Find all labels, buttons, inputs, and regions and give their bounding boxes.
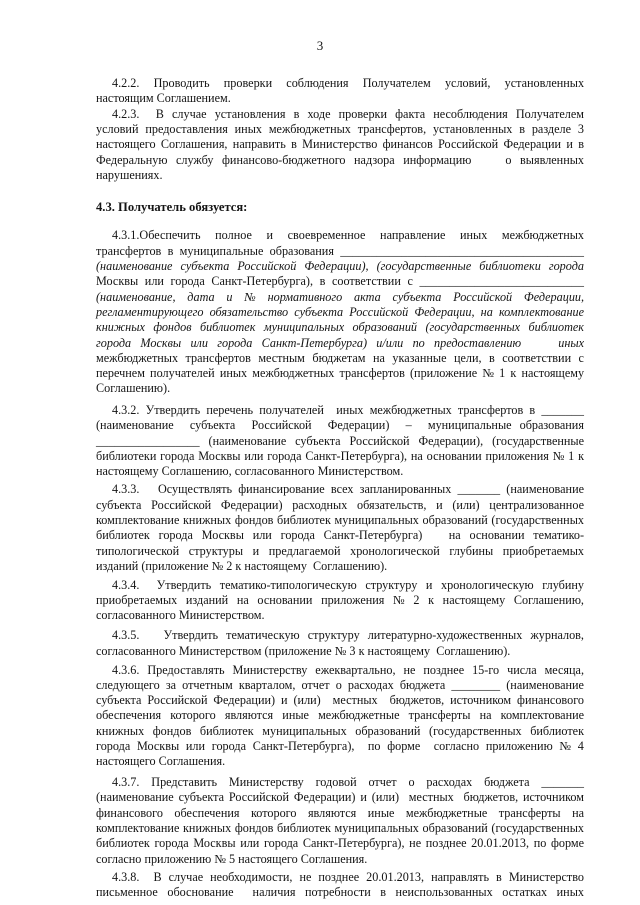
text-line: Федеральную службу финансово-бюджетного надзора информацию о выявленных bbox=[96, 152, 585, 167]
text-line: настоящего Соглашения. bbox=[96, 754, 226, 769]
text-line: нарушениях. bbox=[96, 167, 163, 182]
text-line: согласованного Министерством (приложение № 3 к настоящему Соглашению). bbox=[96, 643, 511, 658]
text-line: настоящим Соглашением. bbox=[96, 91, 231, 106]
text-line: библиотеки города Москвы или города Санкт-Петербурга), на основании приложения № 1 к bbox=[96, 449, 585, 463]
text-line: Москвы или города Санкт-Петербурга), в соответствии с ___________________________ bbox=[96, 274, 584, 289]
text-line: субъекта Российской Федерации) расходных обязательств, и (или) централизованное bbox=[96, 497, 584, 512]
page-number: 3 bbox=[316, 38, 324, 53]
text-line: письменное обоснование наличия потребности в неиспользованных остатках иных bbox=[96, 885, 584, 899]
text-line: настоящему Соглашению, согласованного Министерством. bbox=[96, 464, 404, 479]
text-line: книжных фондов библиотек муниципальных образований (государственных библиотек bbox=[96, 723, 585, 738]
text-line: 4.2.3. В случае установления в ходе проверки факта несоблюдения Получателем bbox=[112, 106, 584, 121]
text-line: 4.3.2. Утвердить перечень получателей иных межбюджетных трансфертов в _______ bbox=[112, 403, 584, 417]
text-line: согласно приложению № 5 настоящего Соглашения. bbox=[96, 851, 368, 866]
text-line: _________________ (наименование субъекта Российской Федерации), (государственные bbox=[96, 433, 584, 448]
text-line: 4.3.8. В случае необходимости, не позднее 20.01.2013, направлять в Министерство bbox=[112, 869, 584, 884]
text-line: обеспечения которого являются иные межбюджетные трансферты на комплектование bbox=[96, 708, 585, 723]
text-line: 4.3.5. Утвердить тематическую структуру литературно-художественных журналов, bbox=[112, 628, 584, 643]
text-line: города Москвы или города Санкт-Петербурга) и/или по предоставлению иных bbox=[96, 335, 585, 350]
text-line: условий предоставления иных межбюджетных трансфертов, установленных в разделе 3 bbox=[96, 121, 584, 136]
text-line: согласованного Министерством. bbox=[96, 608, 265, 623]
text-line: 4.2.2. Проводить проверки соблюдения Получателем условий, установленных bbox=[112, 76, 585, 90]
text-line: комплектование книжных фондов библиотек муниципальных образований (государственных bbox=[96, 512, 584, 527]
text-line: 4.3.3. Осуществлять финансирование всех запланированных _______ (наименование bbox=[112, 482, 585, 497]
text-line: приобретаемых изданий на основании приложения № 2 к настоящему Соглашению, bbox=[96, 593, 584, 608]
text-line: межбюджетных трансфертов местным бюджетам на указанные цели, в соответствии с bbox=[96, 350, 584, 365]
text-line: (наименование субъекта Российской Федерации) и (или) местных бюджетов, источником bbox=[96, 790, 584, 805]
text-line: 4.3.1.Обеспечить полное и своевременное направление иных межбюджетных bbox=[112, 228, 585, 243]
text-line: Соглашению). bbox=[96, 381, 171, 396]
text-line: (наименование, дата и № нормативного акта субъекта Российской Федерации, bbox=[96, 289, 585, 304]
text-line: 4.3.4. Утвердить тематико-типологическую структуру и хронологическую глубину bbox=[112, 577, 584, 592]
text-line: (наименование субъекта Российской Федерации), (государственные библиотеки города bbox=[96, 258, 584, 273]
text-line: библиотек города Москвы или города Санкт-Петербурга), не позднее 20.01.2013, по форме bbox=[96, 836, 584, 851]
text-line: 4.3.7. Представить Министерству годовой отчет о расходах бюджета _______ bbox=[112, 775, 585, 790]
section-heading: 4.3. Получатель обязуется: bbox=[96, 200, 248, 215]
text-line: комплектование книжных фондов библиотек муниципальных образований (государственных bbox=[96, 821, 584, 835]
text-line: книжных фондов библиотек муниципальных образований (государственных библиотек bbox=[96, 320, 584, 335]
text-line: финансового обеспечения которого являются иные межбюджетные трансферты на bbox=[96, 805, 585, 820]
text-line: 4.3.6. Предоставлять Министерству ежеквартально, не позднее 15-го числа месяца, bbox=[112, 662, 585, 677]
text-line: типологической структуры и предлагаемой хронологической глубины приобретаемых bbox=[96, 543, 585, 558]
text-line: субъекта Российской Федерации) и (или) местных бюджетов, источником финансового bbox=[96, 693, 584, 708]
text-line: города Москвы или города Санкт-Петербурга), по форме согласно приложению № 4 bbox=[96, 739, 584, 754]
text-line: настоящего Соглашения, направить в Министерство финансов Российской Федерации и в bbox=[96, 137, 584, 152]
text-line: (наименование субъекта Российской Федерации) – муниципальные образования bbox=[96, 418, 584, 433]
text-line: трансфертов в муниципальные образования ________________________________________ bbox=[96, 243, 584, 258]
text-line: библиотек города Москвы или города Санкт-Петербурга) на основании тематико- bbox=[96, 528, 585, 543]
text-line: перечнем получателей иных межбюджетных трансфертов (приложение № 1 к настоящему bbox=[96, 366, 585, 381]
text-line: изданий (приложение № 2 к настоящему Соглашению). bbox=[96, 558, 388, 573]
text-line: следующего за отчетным кварталом, отчет о расходах бюджета ________ (наименование bbox=[96, 677, 584, 692]
text-line: регламентирующего обязательство субъекта Российской Федерации, на комплектование bbox=[96, 304, 584, 319]
